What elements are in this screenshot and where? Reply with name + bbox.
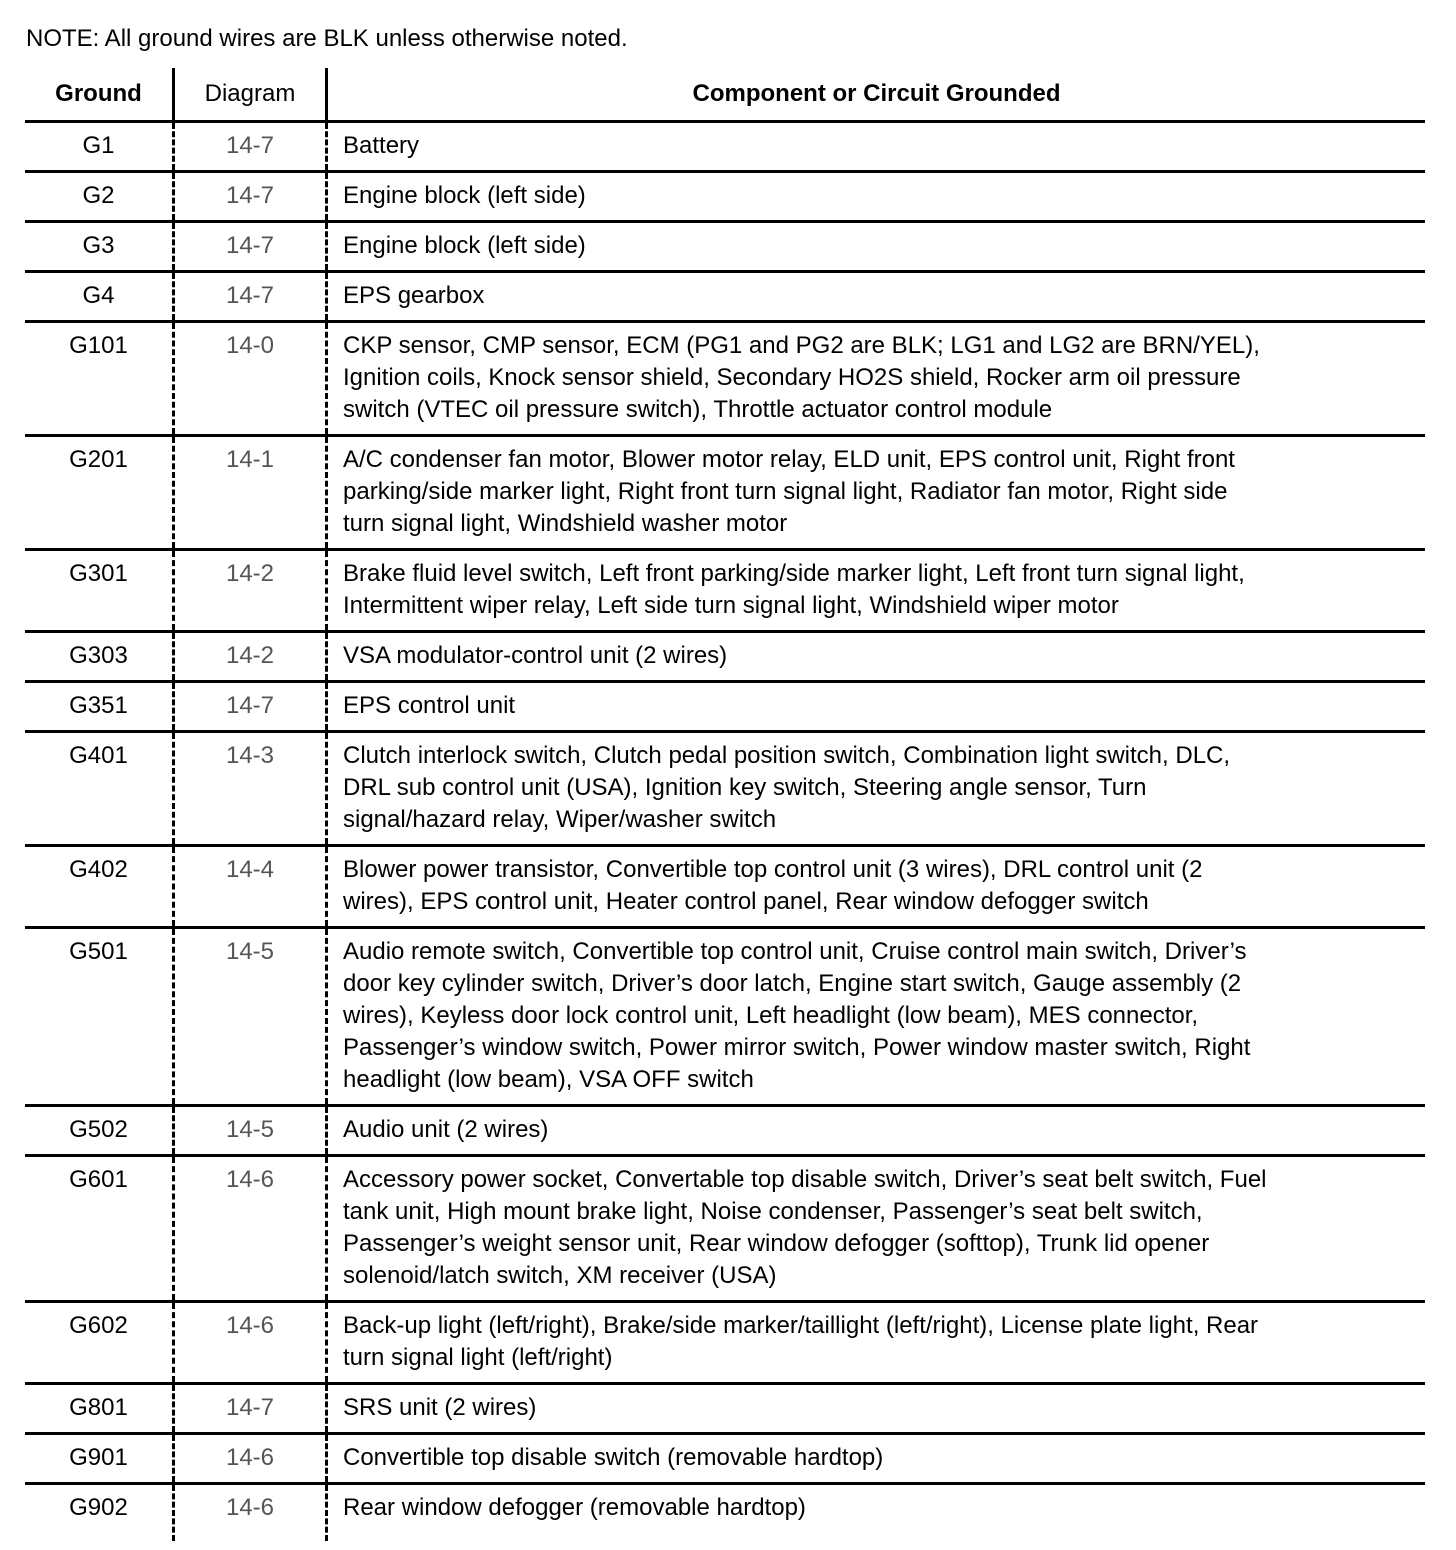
component-cell	[325, 1385, 1425, 1432]
ground-id: G4	[82, 282, 115, 309]
diagram-ref: 14-5	[172, 1107, 325, 1154]
component-cell	[325, 173, 1425, 220]
component-cell	[325, 1435, 1425, 1482]
component-cell	[325, 683, 1425, 730]
component-text-line: Audio unit (2 wires)	[343, 1116, 549, 1143]
diagram-ref: 14-5	[172, 929, 325, 1104]
component-text-line: headlight (low beam), VSA OFF switch	[343, 1066, 754, 1093]
ground-id: G301	[69, 560, 128, 587]
component-text-line: Engine block (left side)	[343, 182, 586, 209]
header-component: Component or Circuit Grounded	[325, 68, 1425, 120]
diagram-ref: 14-6	[172, 1435, 325, 1482]
component-text-line: Ignition coils, Knock sensor shield, Secondary HO2S shield, Rocker arm oil pressure	[343, 364, 1241, 391]
ground-id: G902	[69, 1494, 128, 1521]
ground-id: G601	[69, 1166, 128, 1193]
component-text-line: Passenger’s window switch, Power mirror switch, Power window master switch, Right	[343, 1034, 1251, 1061]
table-row	[25, 1300, 1425, 1382]
component-text-line: CKP sensor, CMP sensor, ECM (PG1 and PG2 are BLK; LG1 and LG2 are BRN/YEL),	[343, 332, 1260, 359]
table-row	[25, 434, 1425, 548]
component-text-line: EPS gearbox	[343, 282, 485, 309]
table-row	[25, 548, 1425, 630]
table-row	[25, 1154, 1425, 1300]
component-cell	[325, 1157, 1425, 1300]
table-row	[25, 1432, 1425, 1482]
ground-id: G602	[69, 1312, 128, 1339]
diagram-ref: 14-2	[172, 633, 325, 680]
component-cell	[325, 123, 1425, 170]
component-cell	[325, 1303, 1425, 1382]
table-row	[25, 120, 1425, 170]
component-text-line: A/C condenser fan motor, Blower motor relay, ELD unit, EPS control unit, Right front	[343, 446, 1235, 473]
component-text-line: door key cylinder switch, Driver’s door latch, Engine start switch, Gauge assembly (2	[343, 970, 1242, 997]
component-text-line: Clutch interlock switch, Clutch pedal position switch, Combination light switch, DLC,	[343, 742, 1231, 769]
component-text-line: Blower power transistor, Convertible top control unit (3 wires), DRL control unit (2	[343, 856, 1203, 883]
component-cell	[325, 733, 1425, 844]
component-text-line: parking/side marker light, Right front turn signal light, Radiator fan motor, Right side	[343, 478, 1228, 505]
ground-id: G901	[69, 1444, 128, 1471]
table-row	[25, 630, 1425, 680]
component-text-line: turn signal light (left/right)	[343, 1344, 613, 1371]
table-row	[25, 270, 1425, 320]
table-header-row	[25, 68, 1425, 120]
component-text-line: Accessory power socket, Convertable top disable switch, Driver’s seat belt switch, Fuel	[343, 1166, 1267, 1193]
component-text-line: Back-up light (left/right), Brake/side marker/taillight (left/right), License plate light, Rear	[343, 1312, 1259, 1339]
ground-id: G502	[69, 1116, 128, 1143]
diagram-ref: 14-7	[172, 273, 325, 320]
ground-id: G3	[82, 232, 115, 259]
table-row	[25, 320, 1425, 434]
table-row	[25, 1382, 1425, 1432]
component-cell	[325, 551, 1425, 630]
diagram-ref: 14-7	[172, 123, 325, 170]
diagram-ref: 14-1	[172, 437, 325, 548]
component-text-line: signal/hazard relay, Wiper/washer switch	[343, 806, 777, 833]
ground-id: G2	[82, 182, 115, 209]
diagram-ref: 14-4	[172, 847, 325, 926]
ground-id: G101	[69, 332, 128, 359]
diagram-ref: 14-3	[172, 733, 325, 844]
component-text-line: solenoid/latch switch, XM receiver (USA)	[343, 1262, 777, 1289]
ground-id: G501	[69, 938, 128, 965]
component-text-line: DRL sub control unit (USA), Ignition key switch, Steering angle sensor, Turn	[343, 774, 1147, 801]
ground-id: G201	[69, 446, 128, 473]
component-cell	[325, 273, 1425, 320]
ground-id: G1	[82, 132, 115, 159]
diagram-ref: 14-7	[172, 1385, 325, 1432]
table-row	[25, 926, 1425, 1104]
component-cell	[325, 323, 1425, 434]
diagram-ref: 14-2	[172, 551, 325, 630]
diagram-ref: 14-7	[172, 223, 325, 270]
ground-table	[25, 68, 1425, 1541]
table-row	[25, 170, 1425, 220]
component-cell	[325, 929, 1425, 1104]
diagram-ref: 14-6	[172, 1303, 325, 1382]
component-text-line: SRS unit (2 wires)	[343, 1394, 537, 1421]
ground-id: G351	[69, 692, 128, 719]
ground-id: G402	[69, 856, 128, 883]
component-text-line: Audio remote switch, Convertible top control unit, Cruise control main switch, Driver’s	[343, 938, 1247, 965]
table-row	[25, 844, 1425, 926]
component-text-line: Battery	[343, 132, 420, 159]
component-text-line: Intermittent wiper relay, Left side turn signal light, Windshield wiper motor	[343, 592, 1119, 619]
component-cell	[325, 633, 1425, 680]
diagram-ref: 14-7	[172, 683, 325, 730]
component-text-line: tank unit, High mount brake light, Noise condenser, Passenger’s seat belt switch,	[343, 1198, 1203, 1225]
component-text-line: Engine block (left side)	[343, 232, 586, 259]
header-ground: Ground	[55, 80, 142, 107]
diagram-ref: 14-6	[172, 1157, 325, 1300]
diagram-ref: 14-7	[172, 173, 325, 220]
ground-id: G303	[69, 642, 128, 669]
table-row	[25, 680, 1425, 730]
ground-id: G801	[69, 1394, 128, 1421]
component-text-line: wires), Keyless door lock control unit, Left headlight (low beam), MES connector,	[343, 1002, 1199, 1029]
component-text-line: Brake fluid level switch, Left front parking/side marker light, Left front turn signal light,	[343, 560, 1245, 587]
component-text-line: Convertible top disable switch (removable hardtop)	[343, 1444, 884, 1471]
table-row	[25, 730, 1425, 844]
component-text-line: EPS control unit	[343, 692, 516, 719]
component-text-line: turn signal light, Windshield washer motor	[343, 510, 788, 537]
table-row	[25, 220, 1425, 270]
header-diagram: Diagram	[172, 68, 325, 120]
component-cell	[325, 223, 1425, 270]
component-text-line: Passenger’s weight sensor unit, Rear window defogger (softtop), Trunk lid opener	[343, 1230, 1210, 1257]
diagram-ref: 14-6	[172, 1485, 325, 1541]
component-text-line: VSA modulator-control unit (2 wires)	[343, 642, 728, 669]
component-cell	[325, 1485, 1425, 1541]
ground-id: G401	[69, 742, 128, 769]
table-row	[25, 1104, 1425, 1154]
component-cell	[325, 437, 1425, 548]
component-text-line: wires), EPS control unit, Heater control panel, Rear window defogger switch	[343, 888, 1149, 915]
component-cell	[325, 847, 1425, 926]
table-body	[25, 120, 1425, 1541]
table-row	[25, 1482, 1425, 1541]
table-note: NOTE: All ground wires are BLK unless otherwise noted.	[26, 25, 628, 52]
component-text-line: Rear window defogger (removable hardtop)	[343, 1494, 806, 1521]
component-text-line: switch (VTEC oil pressure switch), Throttle actuator control module	[343, 396, 1053, 423]
component-cell	[325, 1107, 1425, 1154]
diagram-ref: 14-0	[172, 323, 325, 434]
